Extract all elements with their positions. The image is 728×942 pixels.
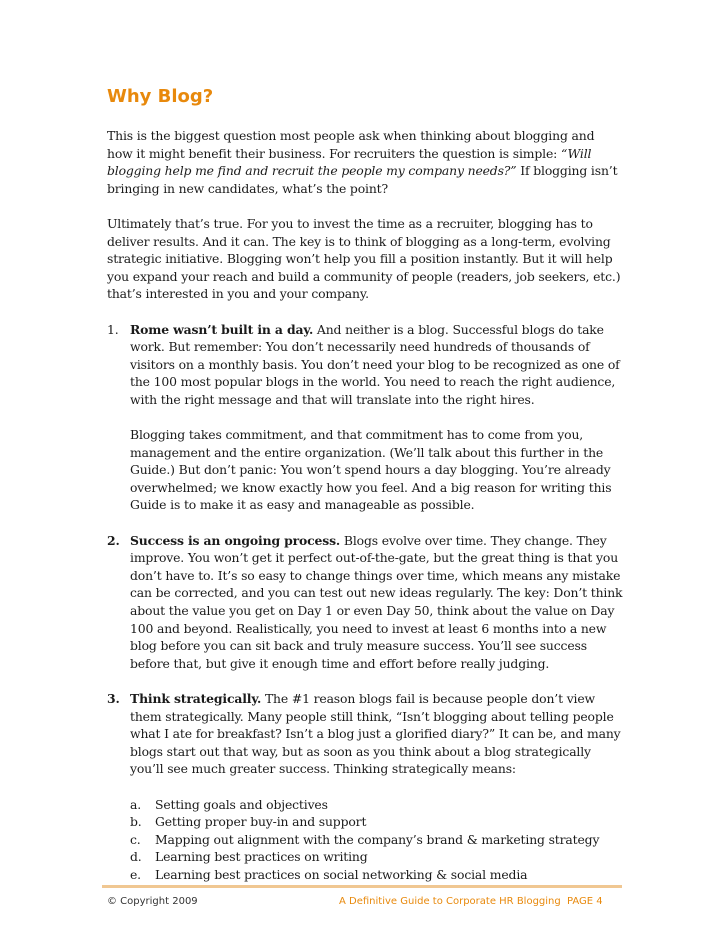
list-number: 3. — [107, 691, 120, 706]
list-item-3 — [107, 690, 623, 884]
list-item-body: And neither is a blog. Successful blogs do take work. But remember: You don’t necessarily need hundreds of thousands of visitors on a monthly basis. You don’t need your blog to be recognized as one of the 100 most popular blogs in the world. You need to reach the right audience, with the right message and that will translate into the right hires. — [130, 321, 620, 407]
list-item-body: The #1 reason blogs fail is because people don’t view them strategically. Many people still think, “Isn’t blogging about telling people what I ate for breakfast? Isn’t a blog just a glorified diary?” It can be, and many blogs start out that way, but as soon as you think about a blog strategically you’ll see much greater success. Thinking strategically means: — [130, 691, 621, 777]
sub-list-letter: c. — [130, 831, 141, 847]
sub-list-text: Getting proper buy-in and support — [155, 814, 367, 830]
list-number: 1. — [107, 321, 119, 337]
sub-list-item — [130, 866, 623, 884]
sub-list-text: Learning best practices on writing — [155, 849, 368, 865]
list-item-title: Rome wasn’t built in a day. — [130, 321, 314, 337]
intro-p1-quote: “Will blogging help me find and recruit the people my company needs?” — [107, 145, 592, 179]
sub-list-letter: d. — [130, 849, 142, 865]
sub-list-item — [130, 796, 623, 814]
footer-guide-title: A Definitive Guide to Corporate HR Blogging — [339, 896, 561, 907]
list-item-text — [130, 690, 623, 778]
list-item-paragraph: Blogging takes commitment, and that commitment has to come from you, management and the entire organization. (We’ll talk about this further in the Guide.) But don’t panic: You won’t spend hours a day blogging. You’re already overwhelmed; we know exactly how you feel. And a big reason for writing this Guide is to make it as easy and manageable as possible. — [130, 427, 612, 513]
list-item-text — [130, 321, 623, 409]
intro-p1-start: This is the biggest question most people ask when thinking about blogging and how it might benefit their business. For recruiters the question is simple: — [107, 128, 595, 161]
list-item-body: Blogs evolve over time. They change. They improve. You won’t get it perfect out-of-the-gate, but the great thing is that you don’t have to. It’s so easy to change things over time, which means any mistake can be corrected, and you can test out new ideas regularly. The key: Don’t think about the value you get on Day 1 or even Day 50, think about the value on Day 100 and beyond. Realistically, you need to invest at least 6 months into a new blog before you can sit back and truly measure success. You’ll see success before that, but give it enough time and effort before really judging. — [130, 532, 623, 671]
intro-p1-end: If blogging isn’t bringing in new candidates, what’s the point? — [107, 163, 618, 196]
sub-list-item — [130, 813, 623, 831]
intro-paragraph-1 — [107, 127, 623, 197]
sub-list — [130, 796, 623, 884]
numbered-list — [107, 321, 623, 884]
list-item-1 — [107, 321, 623, 515]
sub-list-letter: a. — [130, 796, 142, 812]
list-item-text — [130, 532, 623, 673]
list-item-2 — [107, 532, 623, 673]
sub-list-item — [130, 848, 623, 866]
footer-divider — [102, 885, 622, 888]
sub-list-text: Learning best practices on social networking & social media — [155, 866, 528, 882]
intro-paragraph-2: Ultimately that’s true. For you to invest the time as a recruiter, blogging has to deliver results. And it can. The key is to think of blogging as a long-term, evolving strategic initiative. Blogging won’t help you fill a position instantly. But it will help you expand your reach and build a community of people (readers, job seekers, etc.) that’s interested in you and your company. — [107, 215, 621, 302]
sub-list-letter: b. — [130, 814, 142, 830]
footer-page-number: PAGE 4 — [567, 896, 603, 907]
section-heading: Why Blog? — [107, 86, 214, 107]
sub-list-text: Mapping out alignment with the company’s brand & marketing strategy — [155, 831, 600, 847]
sub-list-letter: e. — [130, 866, 141, 882]
list-item-title: Success is an ongoing process. — [130, 532, 341, 548]
body-text — [107, 127, 623, 901]
footer-copyright: © Copyright 2009 — [107, 896, 198, 907]
sub-list-text: Setting goals and objectives — [155, 796, 328, 812]
list-item-title: Think strategically. — [130, 691, 262, 706]
sub-list-item — [130, 831, 623, 849]
list-number: 2. — [107, 532, 120, 548]
